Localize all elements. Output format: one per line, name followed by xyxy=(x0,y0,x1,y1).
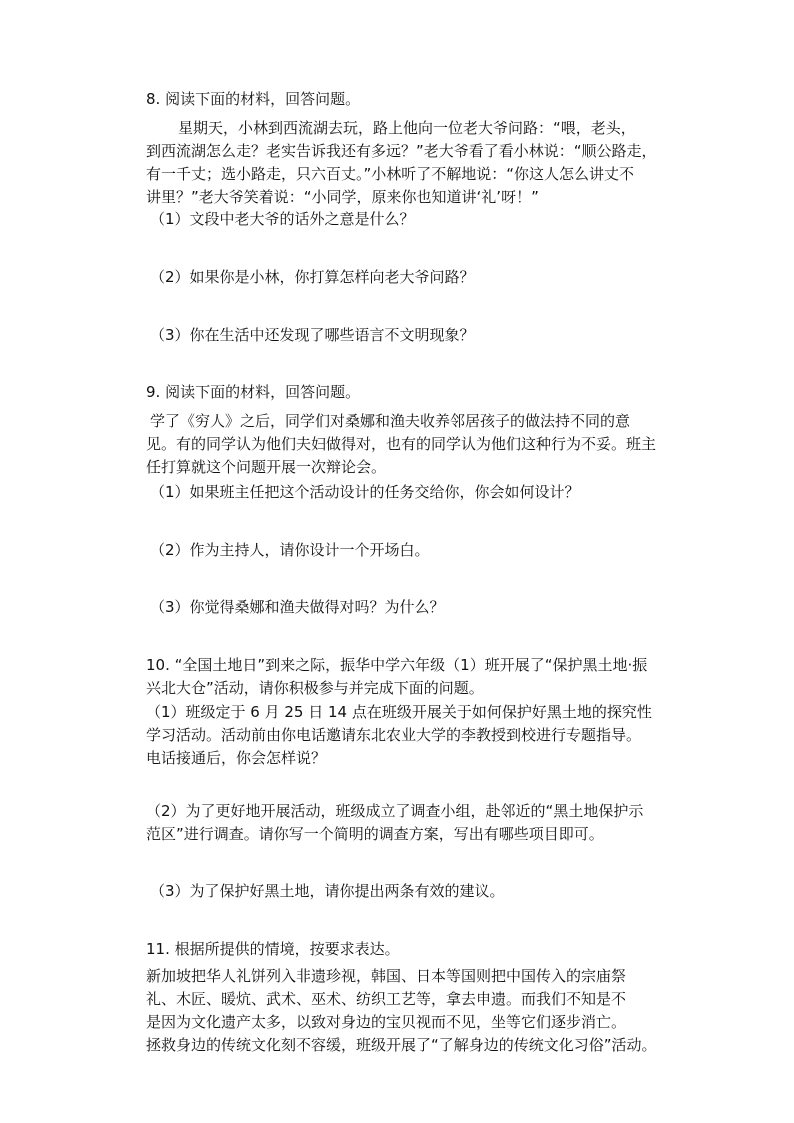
q10-question-2-line: （2）为了更好地开展活动，班级成立了调查小组，赴邻近的“黑土地保护示 xyxy=(146,802,644,820)
q11-passage-line: 拯救身边的传统文化刻不容缓，班级开展了“了解身边的传统文化习俗”活动。 xyxy=(146,1036,657,1054)
q9-title: 9. 阅读下面的材料，回答问题。 xyxy=(146,383,361,401)
q8-question-3: （3）你在生活中还发现了哪些语言不文明现象？ xyxy=(150,326,475,344)
q8-passage-line: 讲里？”老大爷笑着说：“小同学，原来你也知道讲‘礼’呀！” xyxy=(146,188,539,206)
q10-question-1 xyxy=(146,701,694,770)
q9-question-1: （1）如果班主任把这个活动设计的任务交给你，你会如何设计？ xyxy=(150,483,580,501)
q10-question-2-line: 范区”进行调查。请你写一个简明的调查方案，写出有哪些项目即可。 xyxy=(146,825,604,843)
q10-question-1-line: 学习活动。活动前由你电话邀请东北农业大学的李教授到校进行专题指导。 xyxy=(146,726,642,744)
q8-passage xyxy=(146,117,694,209)
q11-passage xyxy=(146,965,694,1057)
q9-passage xyxy=(146,410,694,479)
q9-passage-line: 见。有的同学认为他们夫妇做得对，也有的同学认为他们这种行为不妥。班主 xyxy=(146,435,657,453)
q10-title-line: 兴北大仓”活动，请你积极参与并完成下面的问题。 xyxy=(146,679,484,697)
q11-passage-line: 是因为文化遗产太多，以致对身边的宝贝视而不见，坐等它们逐步消亡。 xyxy=(146,1013,627,1031)
q8-passage-line: 有一千丈；选小路走，只六百丈。”小林听了不解地说：“你这人怎么讲丈不 xyxy=(146,165,635,183)
q8-passage-line: 星期天，小林到西流湖去玩，路上他向一位老大爷问路：“喂，老头， xyxy=(178,119,636,137)
q9-passage-line: 学了《穷人》之后，同学们对桑娜和渔夫收养邻居孩子的做法持不同的意 xyxy=(150,412,631,430)
q10-title xyxy=(146,654,694,700)
q8-question-1: （1）文段中老大爷的话外之意是什么？ xyxy=(150,210,415,228)
q10-question-3: （3）为了保护好黑土地，请你提出两条有效的建议。 xyxy=(150,882,505,900)
q8-question-2: （2）如果你是小林，你打算怎样向老大爷问路？ xyxy=(150,268,475,286)
q11-title: 11. 根据所提供的情境，按要求表达。 xyxy=(146,940,400,958)
q8-passage-line: 到西流湖怎么走？老实告诉我还有多远？”老大爷看了看小林说：“顺公路走， xyxy=(146,142,657,160)
q10-question-2 xyxy=(146,800,694,846)
q10-title-line: 10. “全国土地日”到来之际，振华中学六年级（1）班开展了“保护黑土地·振 xyxy=(146,656,648,674)
q9-question-3: （3）你觉得桑娜和渔夫做得对吗？为什么？ xyxy=(150,598,445,616)
q8-title: 8. 阅读下面的材料，回答问题。 xyxy=(146,90,361,108)
q10-question-1-line: （1）班级定于 6 月 25 日 14 点在班级开展关于如何保护好黑土地的探究性 xyxy=(146,703,652,721)
q9-question-2: （2）作为主持人，请你设计一个开场白。 xyxy=(150,541,430,559)
q11-passage-line: 新加坡把华人礼饼列入非遗珍视，韩国、日本等国则把中国传入的宗庙祭 xyxy=(146,967,627,985)
q11-passage-line: 礼、木匠、暖炕、武术、巫术、纺织工艺等，拿去申遗。而我们不知是不 xyxy=(146,990,627,1008)
q9-passage-line: 任打算就这个问题开展一次辩论会。 xyxy=(146,458,387,476)
q10-question-1-line: 电话接通后，你会怎样说？ xyxy=(146,749,327,767)
